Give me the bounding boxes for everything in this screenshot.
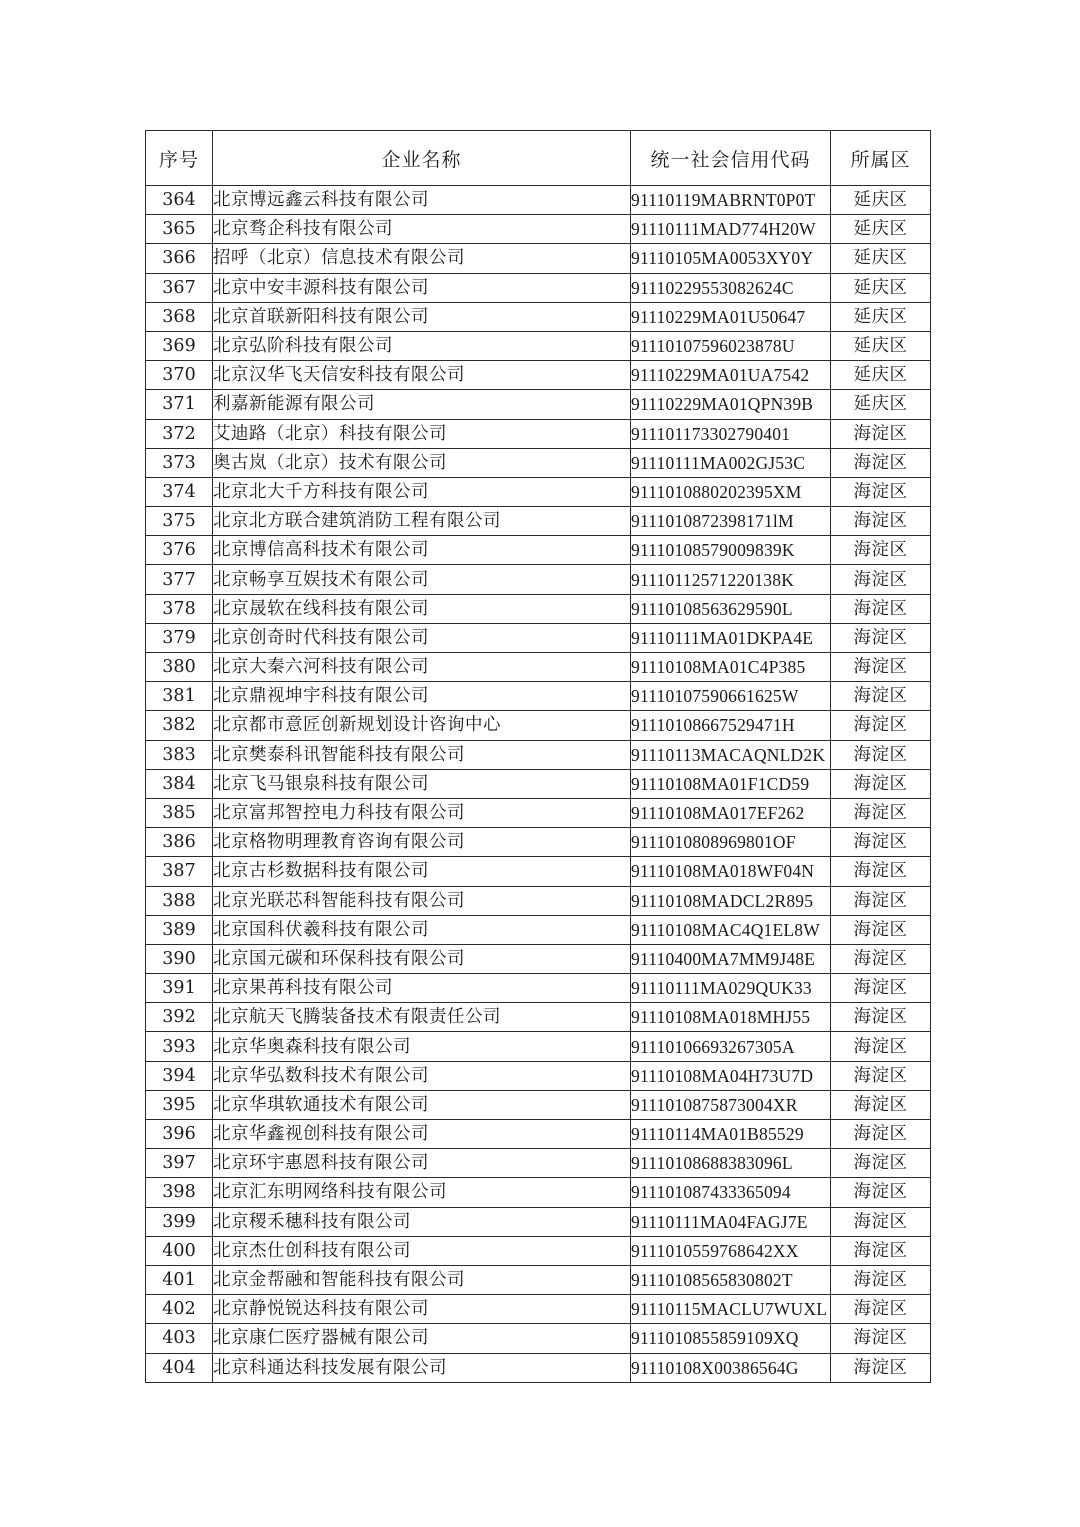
cell-credit-code: 91110111MA01DKPA4E	[631, 623, 831, 652]
cell-serial-number: 373	[146, 448, 213, 477]
cell-company-name: 北京环宇惠恩科技有限公司	[213, 1149, 631, 1178]
cell-district: 海淀区	[831, 857, 931, 886]
cell-company-name: 北京汇东明网络科技有限公司	[213, 1178, 631, 1207]
cell-district: 海淀区	[831, 1207, 931, 1236]
table-row	[146, 1207, 931, 1236]
cell-district: 海淀区	[831, 1295, 931, 1324]
table-row	[146, 682, 931, 711]
cell-serial-number: 392	[146, 1003, 213, 1032]
cell-serial-number: 393	[146, 1032, 213, 1061]
table-row	[146, 186, 931, 215]
cell-serial-number: 371	[146, 390, 213, 419]
cell-credit-code: 91110105MA0053XY0Y	[631, 244, 831, 273]
table-row	[146, 711, 931, 740]
cell-district: 海淀区	[831, 419, 931, 448]
cell-credit-code: 91110108MA017EF262	[631, 798, 831, 827]
cell-serial-number: 388	[146, 886, 213, 915]
table-row	[146, 1120, 931, 1149]
cell-credit-code: 91110108MA018WF04N	[631, 857, 831, 886]
cell-company-name: 北京金帮融和智能科技有限公司	[213, 1265, 631, 1294]
cell-credit-code: 91110111MA002GJ53C	[631, 448, 831, 477]
cell-serial-number: 390	[146, 944, 213, 973]
cell-credit-code: 9111010808969801OF	[631, 828, 831, 857]
cell-credit-code: 91110229553082624C	[631, 273, 831, 302]
table-row	[146, 944, 931, 973]
cell-serial-number: 364	[146, 186, 213, 215]
cell-credit-code: 91110229MA01U50647	[631, 302, 831, 331]
cell-company-name: 艾迪路（北京）科技有限公司	[213, 419, 631, 448]
cell-district: 海淀区	[831, 477, 931, 506]
cell-credit-code: 91110108688383096L	[631, 1149, 831, 1178]
cell-credit-code: 91110108MA01C4P385	[631, 653, 831, 682]
cell-credit-code: 91110119MABRNT0P0T	[631, 186, 831, 215]
cell-credit-code: 91110229MA01UA7542	[631, 361, 831, 390]
cell-company-name: 北京博信高科技术有限公司	[213, 536, 631, 565]
table-row	[146, 507, 931, 536]
cell-serial-number: 394	[146, 1061, 213, 1090]
table-row	[146, 536, 931, 565]
table-row	[146, 1295, 931, 1324]
table-row	[146, 653, 931, 682]
cell-company-name: 北京首联新阳科技有限公司	[213, 302, 631, 331]
cell-company-name: 北京康仁医疗器械有限公司	[213, 1324, 631, 1353]
cell-credit-code: 91110111MA04FAGJ7E	[631, 1207, 831, 1236]
cell-district: 海淀区	[831, 828, 931, 857]
cell-company-name: 北京樊泰科讯智能科技有限公司	[213, 740, 631, 769]
table-row	[146, 361, 931, 390]
cell-district: 延庆区	[831, 331, 931, 360]
table-row	[146, 769, 931, 798]
cell-credit-code: 91110115MACLU7WUXL	[631, 1295, 831, 1324]
table-row	[146, 565, 931, 594]
table-row	[146, 886, 931, 915]
cell-credit-code: 91110106693267305A	[631, 1032, 831, 1061]
table-row	[146, 623, 931, 652]
cell-serial-number: 378	[146, 594, 213, 623]
cell-credit-code: 9111010855859109XQ	[631, 1324, 831, 1353]
cell-company-name: 北京科通达科技发展有限公司	[213, 1353, 631, 1382]
table-row	[146, 331, 931, 360]
cell-credit-code: 9111010559768642XX	[631, 1236, 831, 1265]
cell-company-name: 北京汉华飞天信安科技有限公司	[213, 361, 631, 390]
cell-credit-code: 91110400MA7MM9J48E	[631, 944, 831, 973]
cell-serial-number: 369	[146, 331, 213, 360]
cell-district: 海淀区	[831, 623, 931, 652]
cell-credit-code: 91110113MACAQNLD2K	[631, 740, 831, 769]
cell-serial-number: 403	[146, 1324, 213, 1353]
cell-district: 海淀区	[831, 1149, 931, 1178]
table-row	[146, 448, 931, 477]
cell-company-name: 利嘉新能源有限公司	[213, 390, 631, 419]
cell-serial-number: 366	[146, 244, 213, 273]
cell-company-name: 北京华琪软通技术有限公司	[213, 1090, 631, 1119]
table-row	[146, 974, 931, 1003]
cell-serial-number: 375	[146, 507, 213, 536]
cell-credit-code: 91110108MA018MHJ55	[631, 1003, 831, 1032]
cell-company-name: 北京航天飞腾装备技术有限责任公司	[213, 1003, 631, 1032]
cell-serial-number: 382	[146, 711, 213, 740]
cell-company-name: 北京华奥森科技有限公司	[213, 1032, 631, 1061]
cell-serial-number: 400	[146, 1236, 213, 1265]
cell-district: 海淀区	[831, 886, 931, 915]
cell-credit-code: 91110107590661625W	[631, 682, 831, 711]
table-row	[146, 419, 931, 448]
cell-credit-code: 91110108MADCL2R895	[631, 886, 831, 915]
cell-serial-number: 395	[146, 1090, 213, 1119]
cell-serial-number: 384	[146, 769, 213, 798]
cell-credit-code: 91110108MAC4Q1EL8W	[631, 915, 831, 944]
header-serial-number: 序号	[146, 131, 213, 186]
cell-credit-code: 911101173302790401	[631, 419, 831, 448]
cell-serial-number: 401	[146, 1265, 213, 1294]
table-row	[146, 1003, 931, 1032]
cell-district: 海淀区	[831, 769, 931, 798]
table-row	[146, 302, 931, 331]
cell-serial-number: 381	[146, 682, 213, 711]
cell-serial-number: 404	[146, 1353, 213, 1382]
cell-serial-number: 367	[146, 273, 213, 302]
cell-district: 海淀区	[831, 1061, 931, 1090]
cell-district: 海淀区	[831, 1324, 931, 1353]
cell-company-name: 北京杰仕创科技有限公司	[213, 1236, 631, 1265]
cell-credit-code: 91110108667529471H	[631, 711, 831, 740]
cell-district: 延庆区	[831, 361, 931, 390]
cell-credit-code: 9111010872398171lM	[631, 507, 831, 536]
cell-company-name: 北京果苒科技有限公司	[213, 974, 631, 1003]
cell-district: 延庆区	[831, 215, 931, 244]
cell-district: 延庆区	[831, 302, 931, 331]
cell-credit-code: 91110112571220138K	[631, 565, 831, 594]
cell-company-name: 北京晟软在线科技有限公司	[213, 594, 631, 623]
cell-serial-number: 396	[146, 1120, 213, 1149]
cell-serial-number: 386	[146, 828, 213, 857]
table-row	[146, 390, 931, 419]
cell-district: 海淀区	[831, 711, 931, 740]
cell-credit-code: 91110114MA01B85529	[631, 1120, 831, 1149]
cell-credit-code: 91110108MA04H73U7D	[631, 1061, 831, 1090]
cell-credit-code: 91110108565830802T	[631, 1265, 831, 1294]
cell-credit-code: 91110111MAD774H20W	[631, 215, 831, 244]
cell-company-name: 北京国科伏羲科技有限公司	[213, 915, 631, 944]
cell-company-name: 北京大秦六河科技有限公司	[213, 653, 631, 682]
cell-district: 海淀区	[831, 915, 931, 944]
cell-serial-number: 389	[146, 915, 213, 944]
cell-district: 海淀区	[831, 1265, 931, 1294]
cell-serial-number: 398	[146, 1178, 213, 1207]
cell-serial-number: 368	[146, 302, 213, 331]
cell-district: 海淀区	[831, 944, 931, 973]
cell-district: 海淀区	[831, 1120, 931, 1149]
cell-company-name: 北京创奇时代科技有限公司	[213, 623, 631, 652]
cell-credit-code: 91110111MA029QUK33	[631, 974, 831, 1003]
cell-serial-number: 397	[146, 1149, 213, 1178]
cell-company-name: 奥古岚（北京）技术有限公司	[213, 448, 631, 477]
cell-district: 海淀区	[831, 1032, 931, 1061]
cell-district: 海淀区	[831, 682, 931, 711]
cell-serial-number: 402	[146, 1295, 213, 1324]
table-row	[146, 1061, 931, 1090]
cell-district: 海淀区	[831, 740, 931, 769]
header-district: 所属区	[831, 131, 931, 186]
cell-company-name: 北京富邦智控电力科技有限公司	[213, 798, 631, 827]
cell-company-name: 北京北方联合建筑消防工程有限公司	[213, 507, 631, 536]
table-row	[146, 1353, 931, 1382]
cell-company-name: 招呼（北京）信息技术有限公司	[213, 244, 631, 273]
table-row	[146, 273, 931, 302]
cell-credit-code: 91110108563629590L	[631, 594, 831, 623]
table-row	[146, 915, 931, 944]
cell-district: 海淀区	[831, 1353, 931, 1382]
cell-company-name: 北京光联芯科智能科技有限公司	[213, 886, 631, 915]
cell-district: 延庆区	[831, 244, 931, 273]
table-header	[146, 131, 931, 186]
cell-district: 海淀区	[831, 507, 931, 536]
cell-district: 海淀区	[831, 565, 931, 594]
cell-company-name: 北京华鑫视创科技有限公司	[213, 1120, 631, 1149]
cell-district: 海淀区	[831, 1003, 931, 1032]
cell-serial-number: 370	[146, 361, 213, 390]
cell-serial-number: 399	[146, 1207, 213, 1236]
table-row	[146, 215, 931, 244]
cell-company-name: 北京格物明理教育咨询有限公司	[213, 828, 631, 857]
cell-company-name: 北京博远鑫云科技有限公司	[213, 186, 631, 215]
cell-credit-code: 91110108X00386564G	[631, 1353, 831, 1382]
table-row	[146, 594, 931, 623]
table-row	[146, 740, 931, 769]
cell-serial-number: 385	[146, 798, 213, 827]
cell-serial-number: 376	[146, 536, 213, 565]
table-row	[146, 857, 931, 886]
table-row	[146, 1032, 931, 1061]
cell-serial-number: 380	[146, 653, 213, 682]
cell-serial-number: 372	[146, 419, 213, 448]
table-row	[146, 1236, 931, 1265]
header-credit-code: 统一社会信用代码	[631, 131, 831, 186]
cell-serial-number: 391	[146, 974, 213, 1003]
cell-credit-code: 91110107596023878U	[631, 331, 831, 360]
cell-company-name: 北京鼎视坤宇科技有限公司	[213, 682, 631, 711]
cell-district: 延庆区	[831, 273, 931, 302]
table-row	[146, 477, 931, 506]
cell-company-name: 北京弘阶科技有限公司	[213, 331, 631, 360]
cell-company-name: 北京骛企科技有限公司	[213, 215, 631, 244]
table-row	[146, 1265, 931, 1294]
cell-serial-number: 377	[146, 565, 213, 594]
cell-district: 海淀区	[831, 1178, 931, 1207]
table-row	[146, 798, 931, 827]
cell-district: 延庆区	[831, 186, 931, 215]
cell-district: 海淀区	[831, 594, 931, 623]
table-row	[146, 828, 931, 857]
header-company-name: 企业名称	[213, 131, 631, 186]
header-row	[146, 131, 931, 186]
cell-district: 海淀区	[831, 448, 931, 477]
cell-district: 海淀区	[831, 653, 931, 682]
cell-company-name: 北京稷禾穗科技有限公司	[213, 1207, 631, 1236]
cell-serial-number: 383	[146, 740, 213, 769]
cell-company-name: 北京都市意匠创新规划设计咨询中心	[213, 711, 631, 740]
cell-district: 海淀区	[831, 536, 931, 565]
cell-serial-number: 374	[146, 477, 213, 506]
cell-district: 海淀区	[831, 1236, 931, 1265]
table-row	[146, 1090, 931, 1119]
cell-district: 海淀区	[831, 974, 931, 1003]
cell-company-name: 北京北大千方科技有限公司	[213, 477, 631, 506]
cell-district: 海淀区	[831, 798, 931, 827]
cell-serial-number: 379	[146, 623, 213, 652]
cell-company-name: 北京国元碳和环保科技有限公司	[213, 944, 631, 973]
table-row	[146, 244, 931, 273]
cell-company-name: 北京静悦锐达科技有限公司	[213, 1295, 631, 1324]
company-list-table	[145, 130, 931, 1383]
table-row	[146, 1149, 931, 1178]
cell-credit-code: 91110229MA01QPN39B	[631, 390, 831, 419]
cell-company-name: 北京飞马银泉科技有限公司	[213, 769, 631, 798]
cell-serial-number: 365	[146, 215, 213, 244]
cell-company-name: 北京畅享互娱技术有限公司	[213, 565, 631, 594]
table-body	[146, 186, 931, 1383]
cell-credit-code: 91110108579009839K	[631, 536, 831, 565]
cell-district: 延庆区	[831, 390, 931, 419]
cell-credit-code: 9111010875873004XR	[631, 1090, 831, 1119]
cell-credit-code: 9111010880202395XM	[631, 477, 831, 506]
cell-credit-code: 911101087433365094	[631, 1178, 831, 1207]
cell-credit-code: 91110108MA01F1CD59	[631, 769, 831, 798]
cell-serial-number: 387	[146, 857, 213, 886]
cell-company-name: 北京中安丰源科技有限公司	[213, 273, 631, 302]
cell-company-name: 北京古杉数据科技有限公司	[213, 857, 631, 886]
cell-district: 海淀区	[831, 1090, 931, 1119]
table-row	[146, 1178, 931, 1207]
cell-company-name: 北京华弘数科技术有限公司	[213, 1061, 631, 1090]
table-row	[146, 1324, 931, 1353]
